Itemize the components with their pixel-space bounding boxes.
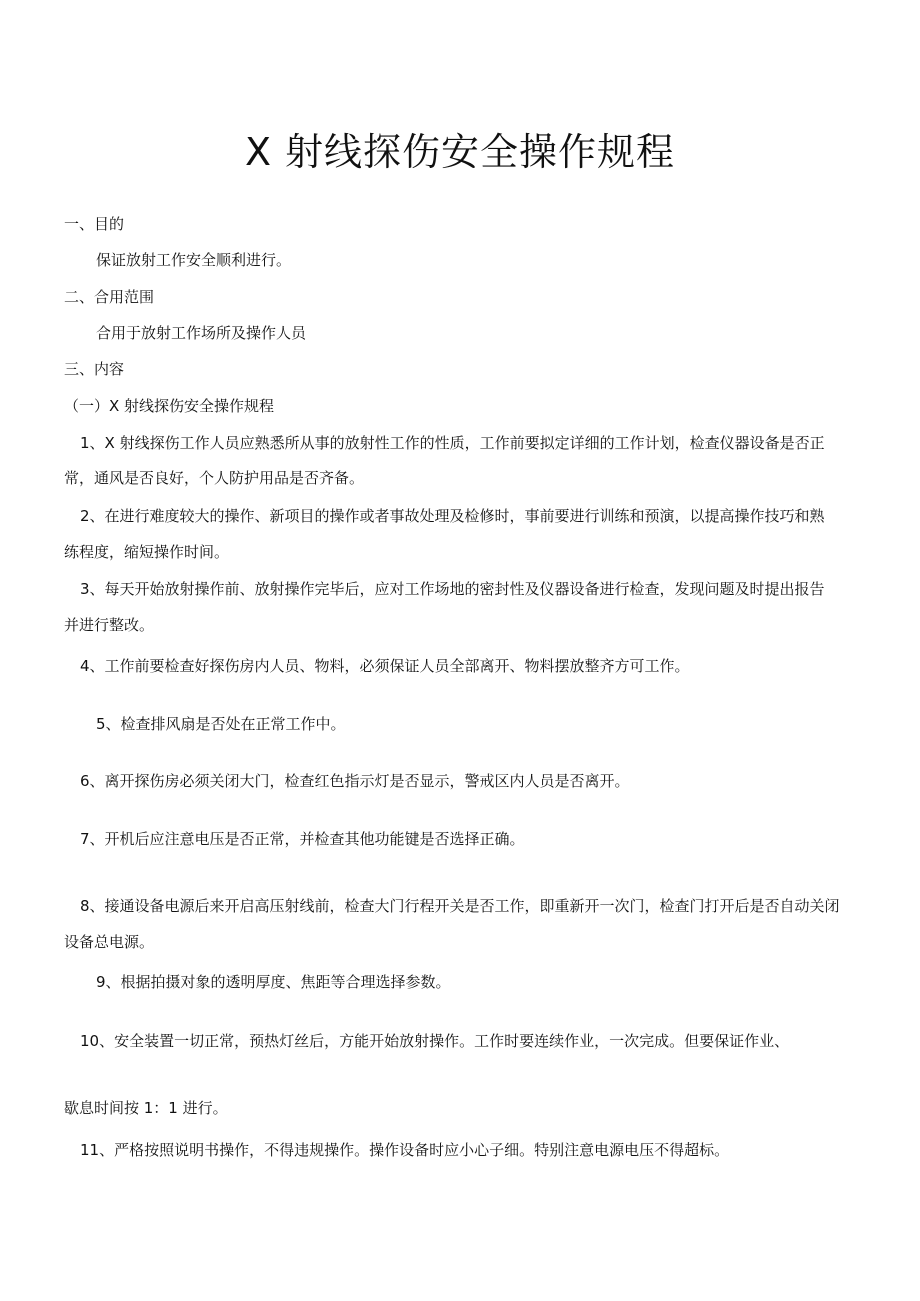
rule-item-1-line-1: 1、X 射线探伤工作人员应熟悉所从事的放射性工作的性质，工作前要拟定详细的工作计划，检查仪器设备是否正 <box>80 434 825 452</box>
rule-item-10-line-1: 10、安全装置一切正常，预热灯丝后，方能开始放射操作。工作时要连续作业，一次完成。但要保证作业、 <box>80 1032 790 1050</box>
rule-item-9: 9、根据拍摄对象的透明厚度、焦距等合理选择参数。 <box>96 973 451 991</box>
document-title: X 射线探伤安全操作规程 <box>244 130 676 174</box>
rule-item-4: 4、工作前要检查好探伤房内人员、物料，必须保证人员全部离开、物料摆放整齐方可工作。 <box>80 657 690 675</box>
section-text-scope: 合用于放射工作场所及操作人员 <box>96 324 307 342</box>
rule-item-8-line-1: 8、接通设备电源后来开启高压射线前，检查大门行程开关是否工作，即重新开一次门，检查门打开后是否自动关闭 <box>80 897 840 915</box>
rule-item-10-line-2: 歇息时间按 1：1 进行。 <box>64 1099 228 1117</box>
subsection-heading: （一）X 射线探伤安全操作规程 <box>64 397 275 415</box>
rule-item-5: 5、检查排风扇是否处在正常工作中。 <box>96 715 346 733</box>
rule-item-3-line-2: 并进行整改。 <box>64 616 155 634</box>
rule-item-1-line-2: 常，通风是否良好，个人防护用品是否齐备。 <box>64 469 365 487</box>
section-heading-content: 三、内容 <box>64 360 125 378</box>
rule-item-11: 11、严格按照说明书操作，不得违规操作。操作设备时应小心子细。特别注意电源电压不得超标。 <box>80 1141 730 1159</box>
rule-item-7: 7、开机后应注意电压是否正常，并检查其他功能键是否选择正确。 <box>80 830 525 848</box>
section-heading-scope: 二、合用范围 <box>64 288 155 306</box>
rule-item-3-line-1: 3、每天开始放射操作前、放射操作完毕后，应对工作场地的密封性及仪器设备进行检查，发现问题及时提出报告 <box>80 580 825 598</box>
section-text-purpose: 保证放射工作安全顺利进行。 <box>96 251 292 269</box>
rule-item-2-line-1: 2、在进行难度较大的操作、新项目的操作或者事故处理及检修时，事前要进行训练和预演，以提高操作技巧和熟 <box>80 507 825 525</box>
rule-item-6: 6、离开探伤房必须关闭大门，检查红色指示灯是否显示，警戒区内人员是否离开。 <box>80 772 630 790</box>
section-heading-purpose: 一、目的 <box>64 215 125 233</box>
rule-item-2-line-2: 练程度，缩短操作时间。 <box>64 543 230 561</box>
rule-item-8-line-2: 设备总电源。 <box>64 933 155 951</box>
